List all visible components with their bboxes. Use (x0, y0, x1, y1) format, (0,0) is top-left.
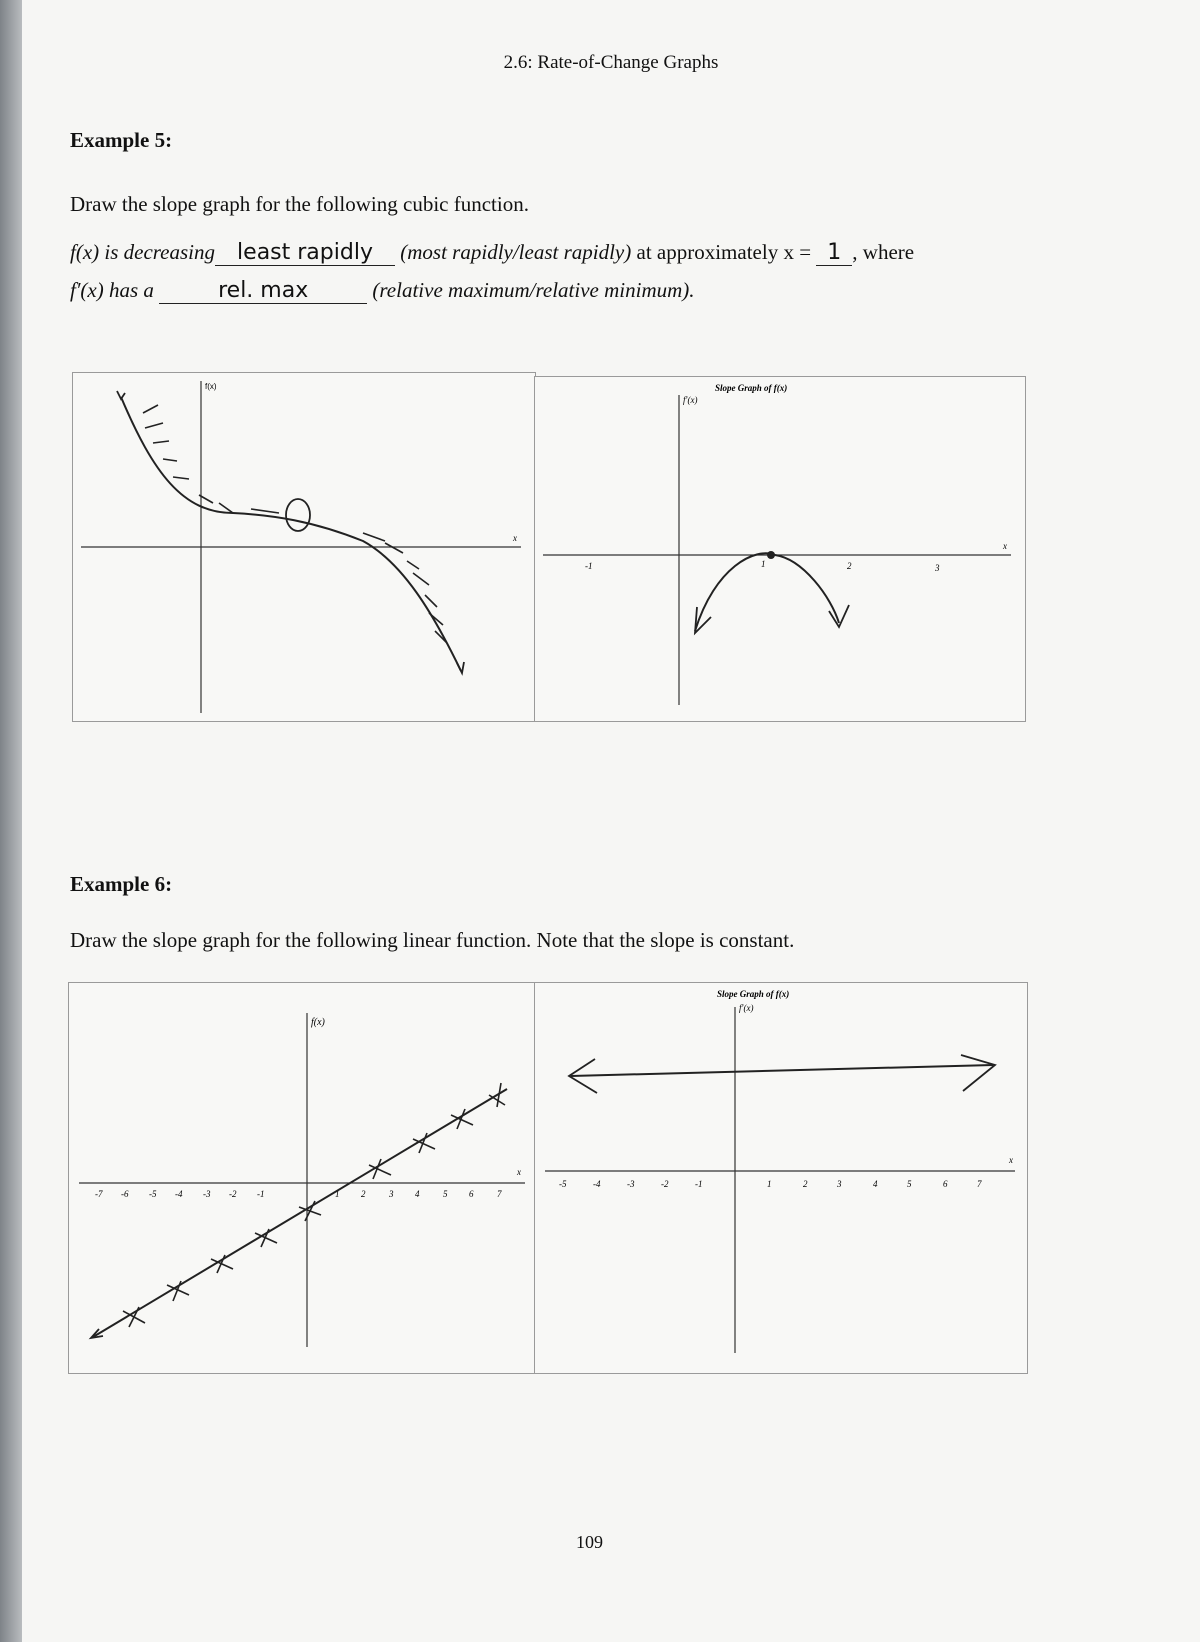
curve-arrow-right (457, 662, 464, 673)
example5-heading: Example 5: (70, 128, 173, 152)
tick-label: -4 (593, 1179, 601, 1189)
tick-label: -7 (95, 1189, 103, 1199)
slope-graph-title: Slope Graph of f(x) (715, 383, 788, 393)
y-axis-label: f(x) (311, 1017, 325, 1028)
example6-slope-graph (534, 982, 1028, 1374)
example5-slope-graph (534, 376, 1026, 722)
tick-label: -2 (229, 1189, 237, 1199)
tick-label: 7 (977, 1179, 982, 1189)
example5-function-graph (72, 372, 536, 722)
tick-label: -3 (203, 1189, 211, 1199)
tick-label: 1 (761, 559, 766, 569)
example5-line1-tail: at approximately x = (636, 240, 812, 264)
document-page (22, 0, 1200, 1642)
relative-max-point (767, 551, 775, 559)
tick-label: 2 (361, 1189, 366, 1199)
page-header: 2.6: Rate-of-Change Graphs (503, 52, 719, 73)
tick-label: -1 (257, 1189, 265, 1199)
page-number: 109 (576, 1532, 603, 1552)
tick-label: -6 (121, 1189, 129, 1199)
example5-line1-end: , where (852, 240, 915, 264)
tick-label: 2 (847, 561, 852, 571)
tick-label: 1 (767, 1179, 772, 1189)
tick-label: 6 (469, 1189, 474, 1199)
linear-function-line (93, 1089, 507, 1337)
example5-line1-lead: f(x) is decreasing (70, 240, 216, 264)
tick-label: 5 (907, 1179, 912, 1189)
tick-label: 3 (389, 1189, 394, 1199)
tick-label: 6 (943, 1179, 948, 1189)
tick-label: 4 (415, 1189, 420, 1199)
example5-line1 (70, 240, 914, 266)
tick-label: -5 (559, 1179, 567, 1189)
example5-line2 (70, 278, 695, 304)
example5-answer-x: 1 (816, 240, 852, 266)
example6-heading: Example 6: (70, 872, 173, 896)
example5-line2-options: (relative maximum/relative minimum). (372, 278, 695, 302)
tangent-marks (143, 405, 447, 643)
tick-label: 7 (497, 1189, 502, 1199)
curve-arrow-left (117, 391, 125, 399)
arrow-right (961, 1055, 995, 1091)
tick-label: -2 (661, 1179, 669, 1189)
example5-answer-rate: least rapidly (215, 240, 395, 266)
x-axis-label: x (1003, 541, 1007, 551)
slope-graph-title: Slope Graph of f(x) (717, 989, 790, 999)
cubic-curve (121, 397, 461, 671)
example6-function-graph (68, 982, 536, 1374)
inflection-circle (286, 499, 310, 531)
tick-label: -1 (585, 561, 593, 571)
tick-label: 4 (873, 1179, 878, 1189)
slope-curve (695, 553, 839, 631)
example6-prompt: Draw the slope graph for the following linear function. Note that the slope is constant. (70, 928, 795, 952)
tick-label: 2 (803, 1179, 808, 1189)
y-axis-label: f′(x) (739, 1003, 754, 1013)
tick-label: -3 (627, 1179, 635, 1189)
arrow-right (829, 605, 849, 627)
example5-line1-options: (most rapidly/least rapidly) (400, 240, 632, 264)
tick-label: 5 (443, 1189, 448, 1199)
tick-label: -5 (149, 1189, 157, 1199)
tick-label: 1 (335, 1189, 340, 1199)
tick-label: 3 (935, 563, 940, 573)
example5-line2-lead: f′(x) has a (70, 278, 154, 302)
y-axis-label: f(x) (205, 382, 217, 391)
constant-slope-line (571, 1065, 993, 1076)
tick-label: -1 (695, 1179, 703, 1189)
y-axis-label: f′(x) (683, 395, 698, 405)
x-axis-label: x (1009, 1155, 1013, 1165)
x-axis-label: x (513, 533, 517, 543)
example5-prompt: Draw the slope graph for the following cubic function. (70, 192, 529, 216)
tick-label: -4 (175, 1189, 183, 1199)
example5-answer-extremum: rel. max (159, 278, 367, 304)
book-spine-shadow (0, 0, 22, 1642)
tick-label: 3 (837, 1179, 842, 1189)
x-axis-label: x (517, 1167, 521, 1177)
